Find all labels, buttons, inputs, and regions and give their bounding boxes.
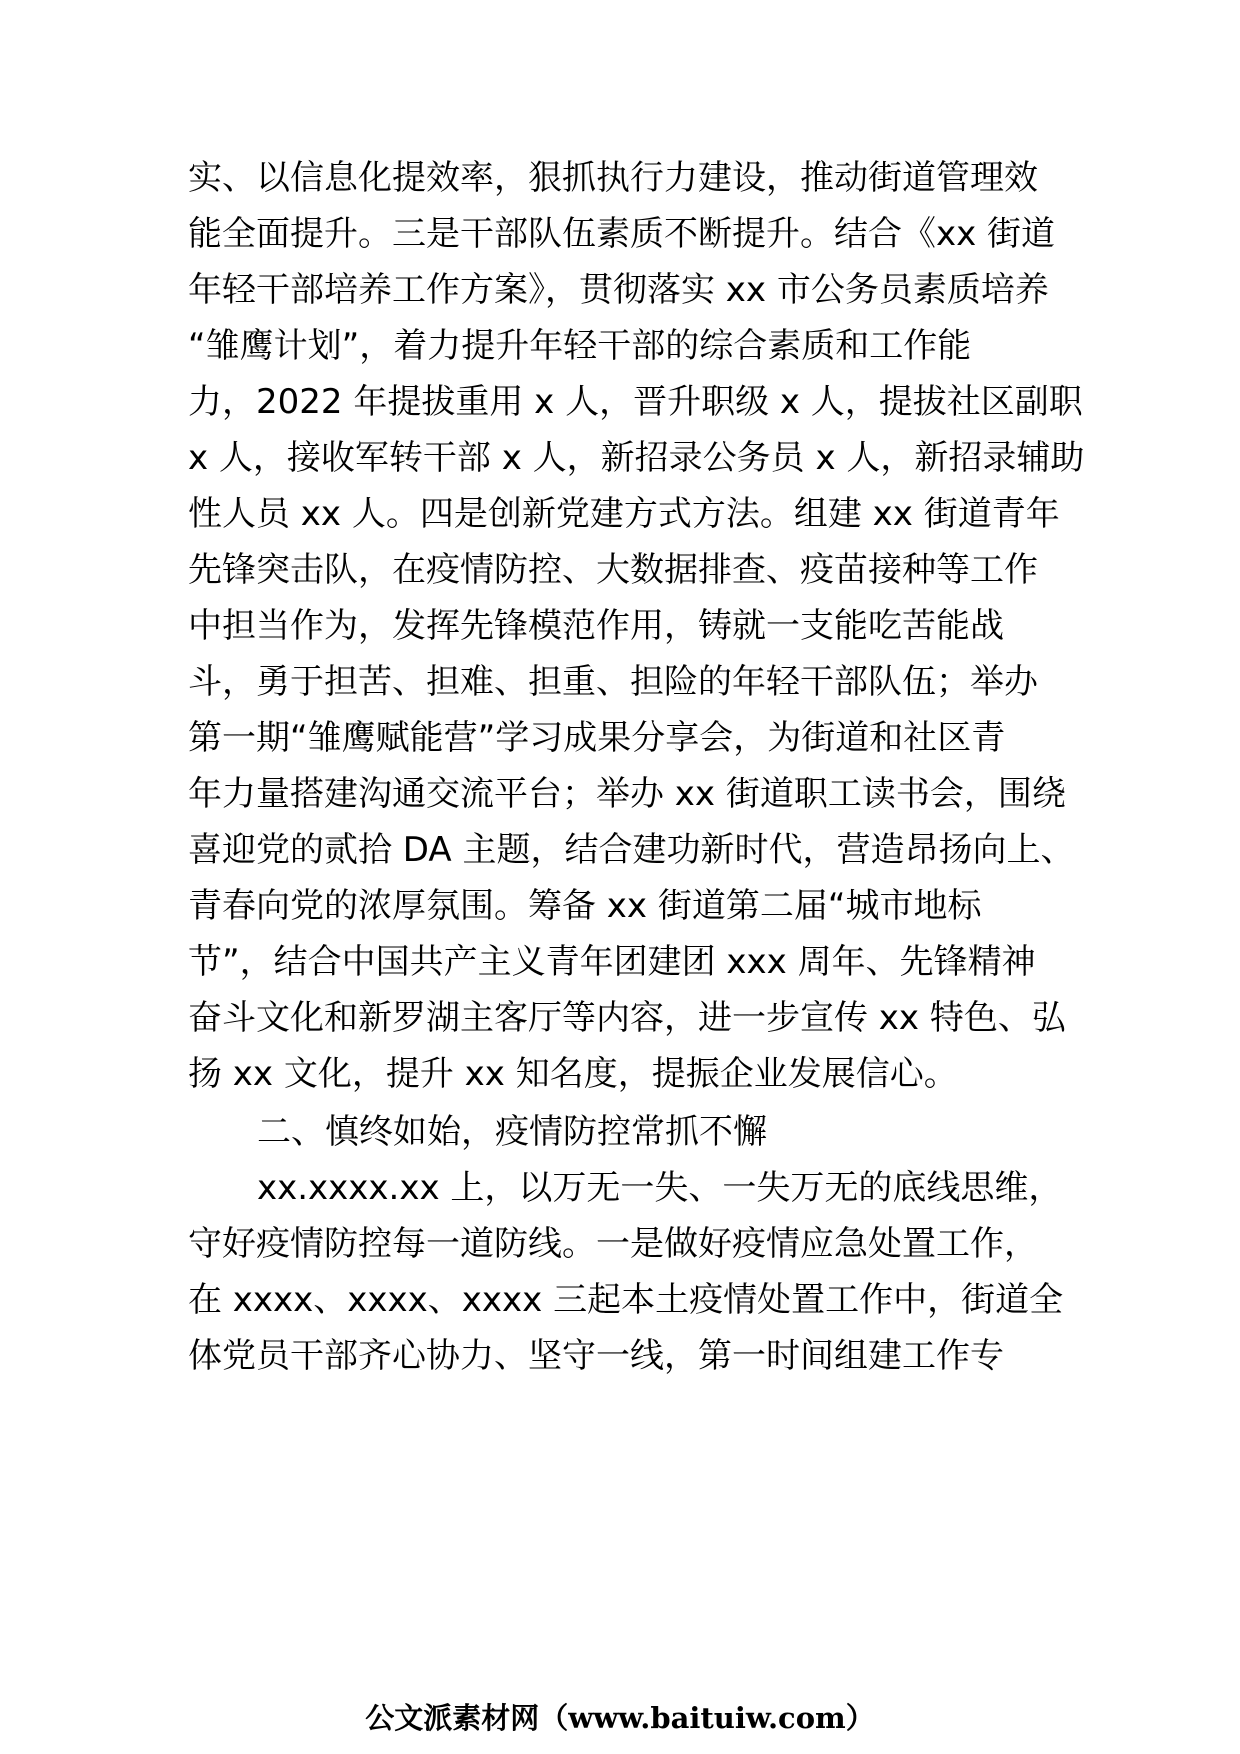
body-line: 喜迎党的贰拾 DA 主题，结合建功新时代，营造昂扬向上、 xyxy=(188,830,1075,870)
body-line: 在 xxxx、xxxx、xxxx 三起本土疫情处置工作中，街道全 xyxy=(188,1280,1064,1320)
body-line: 第一期“雏鹰赋能营”学习成果分享会，为街道和社区青 xyxy=(188,718,1006,758)
body-line: 斗，勇于担苦、担难、担重、担险的年轻干部队伍；举办 xyxy=(188,662,1038,702)
body-line: “雏鹰计划”，着力提升年轻干部的综合素质和工作能 xyxy=(188,326,972,366)
body-line: 年力量搭建沟通交流平台；举办 xx 街道职工读书会，围绕 xyxy=(188,774,1066,814)
body-line: 节”，结合中国共产主义青年团建团 xxx 周年、先锋精神 xyxy=(188,942,1036,982)
body-line: xx.xxxx.xx 上，以万无一失、一失万无的底线思维， xyxy=(257,1168,1063,1208)
body-line: 中担当作为，发挥先锋模范作用，铸就一支能吃苦能战 xyxy=(188,606,1004,646)
body-line: 奋斗文化和新罗湖主客厅等内容，进一步宣传 xx 特色、弘 xyxy=(188,998,1066,1038)
body-line: 守好疫情防控每一道防线。一是做好疫情应急处置工作， xyxy=(188,1224,1038,1264)
body-line: 扬 xx 文化，提升 xx 知名度，提振企业发展信心。 xyxy=(188,1054,958,1094)
body-line: 力，2022 年提拔重用 x 人，晋升职级 x 人，提拔社区副职 xyxy=(188,382,1083,422)
body-line: 年轻干部培养工作方案》，贯彻落实 xx 市公务员素质培养 xyxy=(188,270,1049,310)
body-line: 实、以信息化提效率，狠抓执行力建设，推动街道管理效 xyxy=(188,158,1038,198)
body-line: 体党员干部齐心协力、坚守一线，第一时间组建工作专 xyxy=(188,1336,1004,1376)
body-line: 青春向党的浓厚氛围。筹备 xx 街道第二届“城市地标 xyxy=(188,886,982,926)
body-line: 能全面提升。三是干部队伍素质不断提升。结合《xx 街道 xyxy=(188,214,1056,254)
body-line: 性人员 xx 人。四是创新党建方式方法。组建 xx 街道青年 xyxy=(188,494,1060,534)
page-footer: 公文派素材网（www.baituiw.com） xyxy=(365,1701,875,1735)
body-line: x 人，接收军转干部 x 人，新招录公务员 x 人，新招录辅助 xyxy=(188,438,1085,478)
body-line: 先锋突击队，在疫情防控、大数据排查、疫苗接种等工作 xyxy=(188,550,1038,590)
section-heading: 二、慎终如始，疫情防控常抓不懈 xyxy=(257,1112,767,1152)
